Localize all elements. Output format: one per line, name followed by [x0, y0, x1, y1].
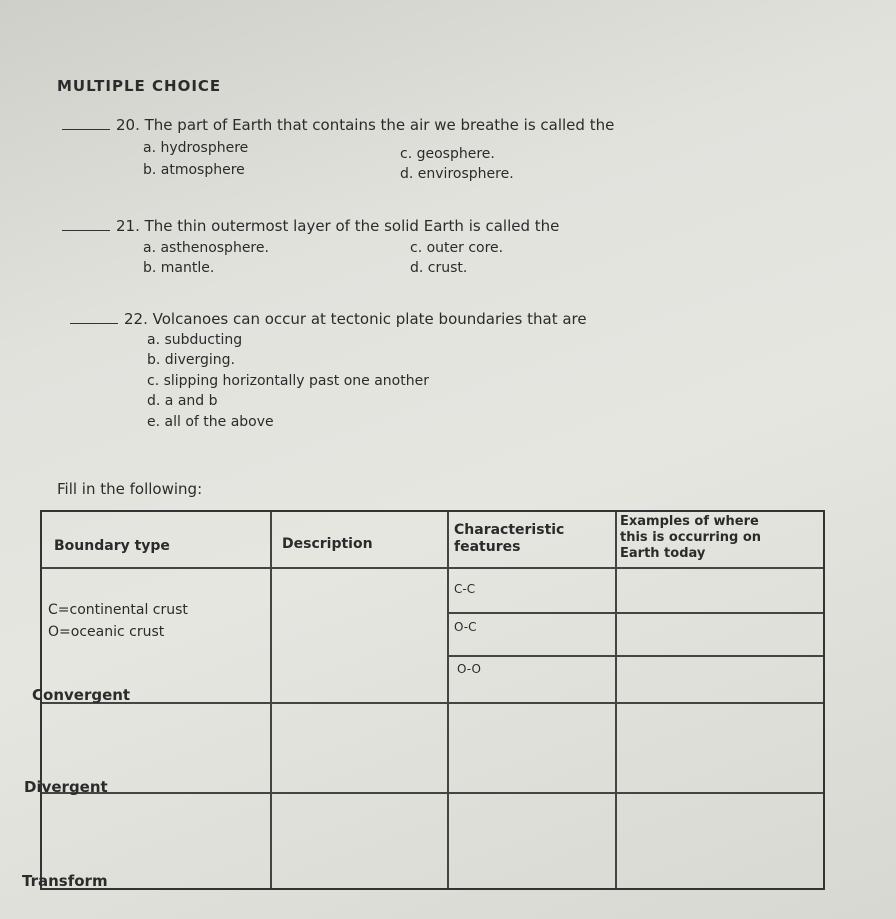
- type-o-o: O-O: [457, 662, 481, 676]
- option-a: a. hydrosphere: [143, 140, 249, 156]
- row-label-divergent: Divergent: [24, 778, 108, 796]
- option-d: d. a and b: [147, 393, 218, 409]
- option-b: b. mantle.: [143, 260, 215, 276]
- question-20: [62, 116, 614, 134]
- legend-oceanic: O=oceanic crust: [48, 624, 165, 640]
- question-text: Volcanoes can occur at tectonic plate boundaries that are: [152, 310, 587, 328]
- option-e: e. all of the above: [147, 414, 274, 430]
- header-description: Description: [282, 536, 373, 552]
- answer-blank-21[interactable]: [62, 230, 110, 231]
- legend-continental: C=continental crust: [48, 602, 188, 618]
- row-divider: [42, 702, 823, 704]
- section-heading: MULTIPLE CHOICE: [57, 77, 222, 95]
- option-c: c. slipping horizontally past one another: [147, 373, 429, 389]
- option-a: a. asthenosphere.: [143, 240, 269, 256]
- row-divider: [447, 612, 823, 614]
- row-divider: [447, 655, 823, 657]
- header-characteristic-features: Characteristic features: [454, 522, 565, 555]
- header-boundary-type: Boundary type: [54, 538, 170, 554]
- row-label-convergent: Convergent: [32, 686, 131, 704]
- question-text: The thin outermost layer of the solid Earth is called the: [144, 217, 560, 235]
- option-d: d. envirosphere.: [400, 166, 514, 182]
- fill-in-heading: Fill in the following:: [57, 480, 203, 498]
- boundary-table: [22, 510, 825, 890]
- type-o-c: O-C: [454, 620, 477, 634]
- row-label-transform: Transform: [22, 872, 108, 890]
- question-21: [62, 217, 559, 235]
- option-d: d. crust.: [410, 260, 468, 276]
- answer-blank-20[interactable]: [62, 129, 110, 130]
- header-examples: Examples of where this is occurring on Earth today: [620, 514, 762, 561]
- option-a: a. subducting: [147, 332, 243, 348]
- type-c-c: C-C: [454, 582, 476, 596]
- option-c: c. geosphere.: [400, 146, 495, 162]
- option-b: b. atmosphere: [143, 162, 245, 178]
- question-number: 20.: [116, 116, 140, 134]
- option-c: c. outer core.: [410, 240, 504, 256]
- answer-blank-22[interactable]: [70, 323, 118, 324]
- header-divider: [42, 567, 823, 569]
- question-number: 22.: [124, 310, 148, 328]
- question-number: 21.: [116, 217, 140, 235]
- row-divider: [42, 792, 823, 794]
- question-22: [70, 310, 587, 328]
- option-b: b. diverging.: [147, 352, 235, 368]
- question-text: The part of Earth that contains the air we breathe is called the: [144, 116, 615, 134]
